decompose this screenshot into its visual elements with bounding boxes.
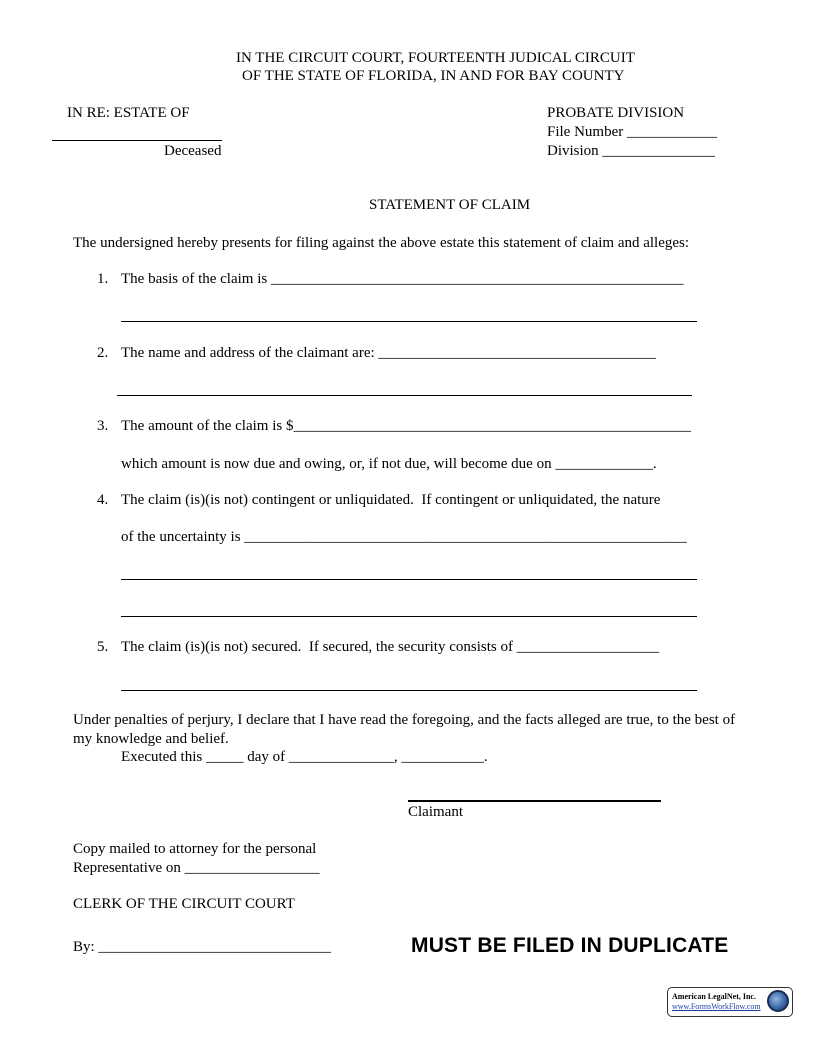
item-number: 5. (97, 639, 109, 655)
clerk-signature-field: By: _______________________________ (73, 939, 331, 955)
security-continuation-line (121, 690, 697, 691)
court-header-line2: OF THE STATE OF FLORIDA, IN AND FOR BAY COUNTY (242, 68, 625, 84)
perjury-declaration-line2: my knowledge and belief. (73, 731, 229, 747)
item-number: 2. (97, 345, 109, 361)
uncertainty-continuation-line (121, 579, 697, 580)
clerk-label: CLERK OF THE CIRCUIT COURT (73, 896, 295, 912)
perjury-declaration-line1: Under penalties of perjury, I declare that I have read the foregoing, and the facts alleged are true, to the best of (73, 712, 736, 728)
due-date-field: which amount is now due and owing, or, if not due, will become due on _____________. (121, 456, 657, 472)
item-number: 4. (97, 492, 109, 508)
item-number: 3. (97, 418, 109, 434)
document-title: STATEMENT OF CLAIM (369, 197, 531, 213)
basis-continuation-line (121, 321, 697, 322)
logo-company-name: American LegalNet, Inc. (672, 992, 756, 1001)
logo-website-link[interactable]: www.FormsWorkFlow.com (672, 1002, 761, 1011)
uncertainty-field: of the uncertainty is ___________________________________________________________ (121, 529, 687, 545)
division-field: Division _______________ (547, 143, 715, 159)
filing-notice: MUST BE FILED IN DUPLICATE (411, 934, 729, 957)
in-re-label: IN RE: ESTATE OF (67, 105, 190, 121)
basis-of-claim-field: The basis of the claim is _______________________________________________________ (121, 271, 684, 287)
copy-mailed-line1: Copy mailed to attorney for the personal (73, 841, 317, 857)
intro-paragraph: The undersigned hereby presents for filing against the above estate this statement of claim and alleges: (73, 235, 690, 251)
claimant-address-continuation-line (117, 395, 692, 396)
copy-mailed-date-field: Representative on __________________ (73, 860, 320, 876)
court-header-line1: IN THE CIRCUIT COURT, FOURTEENTH JUDICAL CIRCUIT (236, 50, 635, 66)
deceased-label: Deceased (164, 143, 222, 159)
globe-icon (767, 990, 789, 1012)
claimant-name-address-field: The name and address of the claimant are: _____________________________________ (121, 345, 656, 361)
american-legalnet-logo[interactable] (667, 987, 793, 1017)
file-number-field: File Number ____________ (547, 124, 717, 140)
contingent-claim-text: The claim (is)(is not) contingent or unliquidated. If contingent or unliquidated, the nature (121, 492, 661, 508)
uncertainty-continuation-line (121, 616, 697, 617)
claim-amount-field: The amount of the claim is $_____________________________________________________ (121, 418, 691, 434)
item-number: 1. (97, 271, 109, 287)
probate-division-label: PROBATE DIVISION (547, 105, 685, 121)
claimant-signature-line (408, 800, 661, 802)
executed-date-field: Executed this _____ day of ______________, ___________. (121, 749, 488, 765)
security-field: The claim (is)(is not) secured. If secured, the security consists of ___________________ (121, 639, 660, 655)
claimant-label: Claimant (408, 804, 463, 820)
decedent-name-line (52, 140, 222, 141)
